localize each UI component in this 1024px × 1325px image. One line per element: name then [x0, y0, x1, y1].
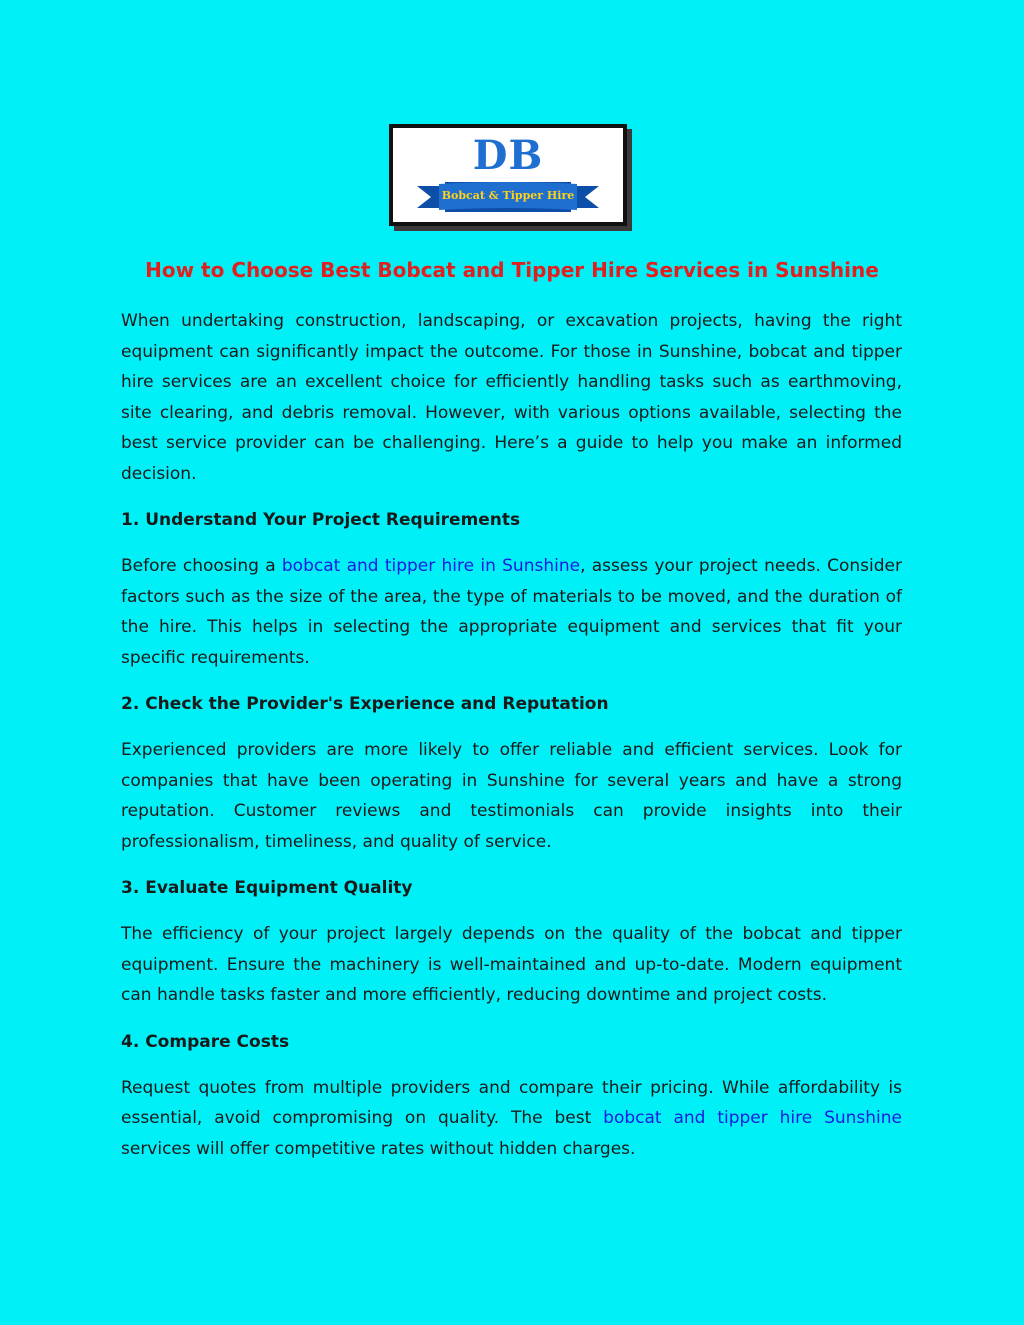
- company-logo: [389, 124, 627, 226]
- paragraph-text: , assess your project needs. Consider factors such as the size of the area, the type of materials to be moved, and the duration of the hire. This helps in selecting the appropriate equipment and services that fit your specific requirements.: [121, 556, 902, 668]
- logo-ribbon: [417, 182, 599, 212]
- section-heading-4: 4. Compare Costs: [121, 1031, 290, 1052]
- section-heading-1: 1. Understand Your Project Requirements: [121, 510, 521, 530]
- section-heading-3: 3. Evaluate Equipment Quality: [121, 878, 413, 898]
- service-link-sunshine[interactable]: bobcat and tipper hire in Sunshine: [281, 556, 581, 576]
- section-heading-2: 2. Check the Provider's Experience and Reputation: [121, 694, 609, 714]
- section-paragraph-2: Experienced providers are more likely to offer reliable and efficient services. Look for companies that have been operating in Sunshine for several years and have a strong reputation. Customer reviews and testimonials can provide insights into their professionalism, timeliness, and quality of service.: [121, 740, 902, 852]
- paragraph-text: Before choosing a: [121, 556, 282, 576]
- article-body: [121, 306, 902, 1180]
- page-title: How to Choose Best Bobcat and Tipper Hire Services in Sunshine: [145, 258, 879, 282]
- section-paragraph-3: The efficiency of your project largely depends on the quality of the bobcat and tipper equipment. Ensure the machinery is well-maintained and up-to-date. Modern equipment can handle tasks faster and more efficiently, reducing downtime and project costs.: [121, 924, 902, 1005]
- logo-letters: DB: [472, 132, 544, 179]
- section-paragraph-4: [121, 1073, 902, 1165]
- service-link-sunshine-2[interactable]: bobcat and tipper hire Sunshine: [603, 1108, 902, 1128]
- logo-tagline: Bobcat & Tipper Hire: [441, 189, 575, 202]
- paragraph-text: services will offer competitive rates without hidden charges.: [121, 1138, 636, 1159]
- paragraph-text: Request quotes from multiple providers and compare their pricing. While affordability is essential, avoid compromising on quality. The best: [121, 1077, 902, 1128]
- intro-paragraph: When undertaking construction, landscaping, or excavation projects, having the right equipment can significantly impact the outcome. For those in Sunshine, bobcat and tipper hire services are an excellent choice for efficiently handling tasks such as earthmoving, site clearing, and debris removal. However, with various options available, selecting the best service provider can be challenging. Here’s a guide to help you make an informed decision.: [121, 311, 902, 484]
- section-paragraph-1: [121, 551, 902, 673]
